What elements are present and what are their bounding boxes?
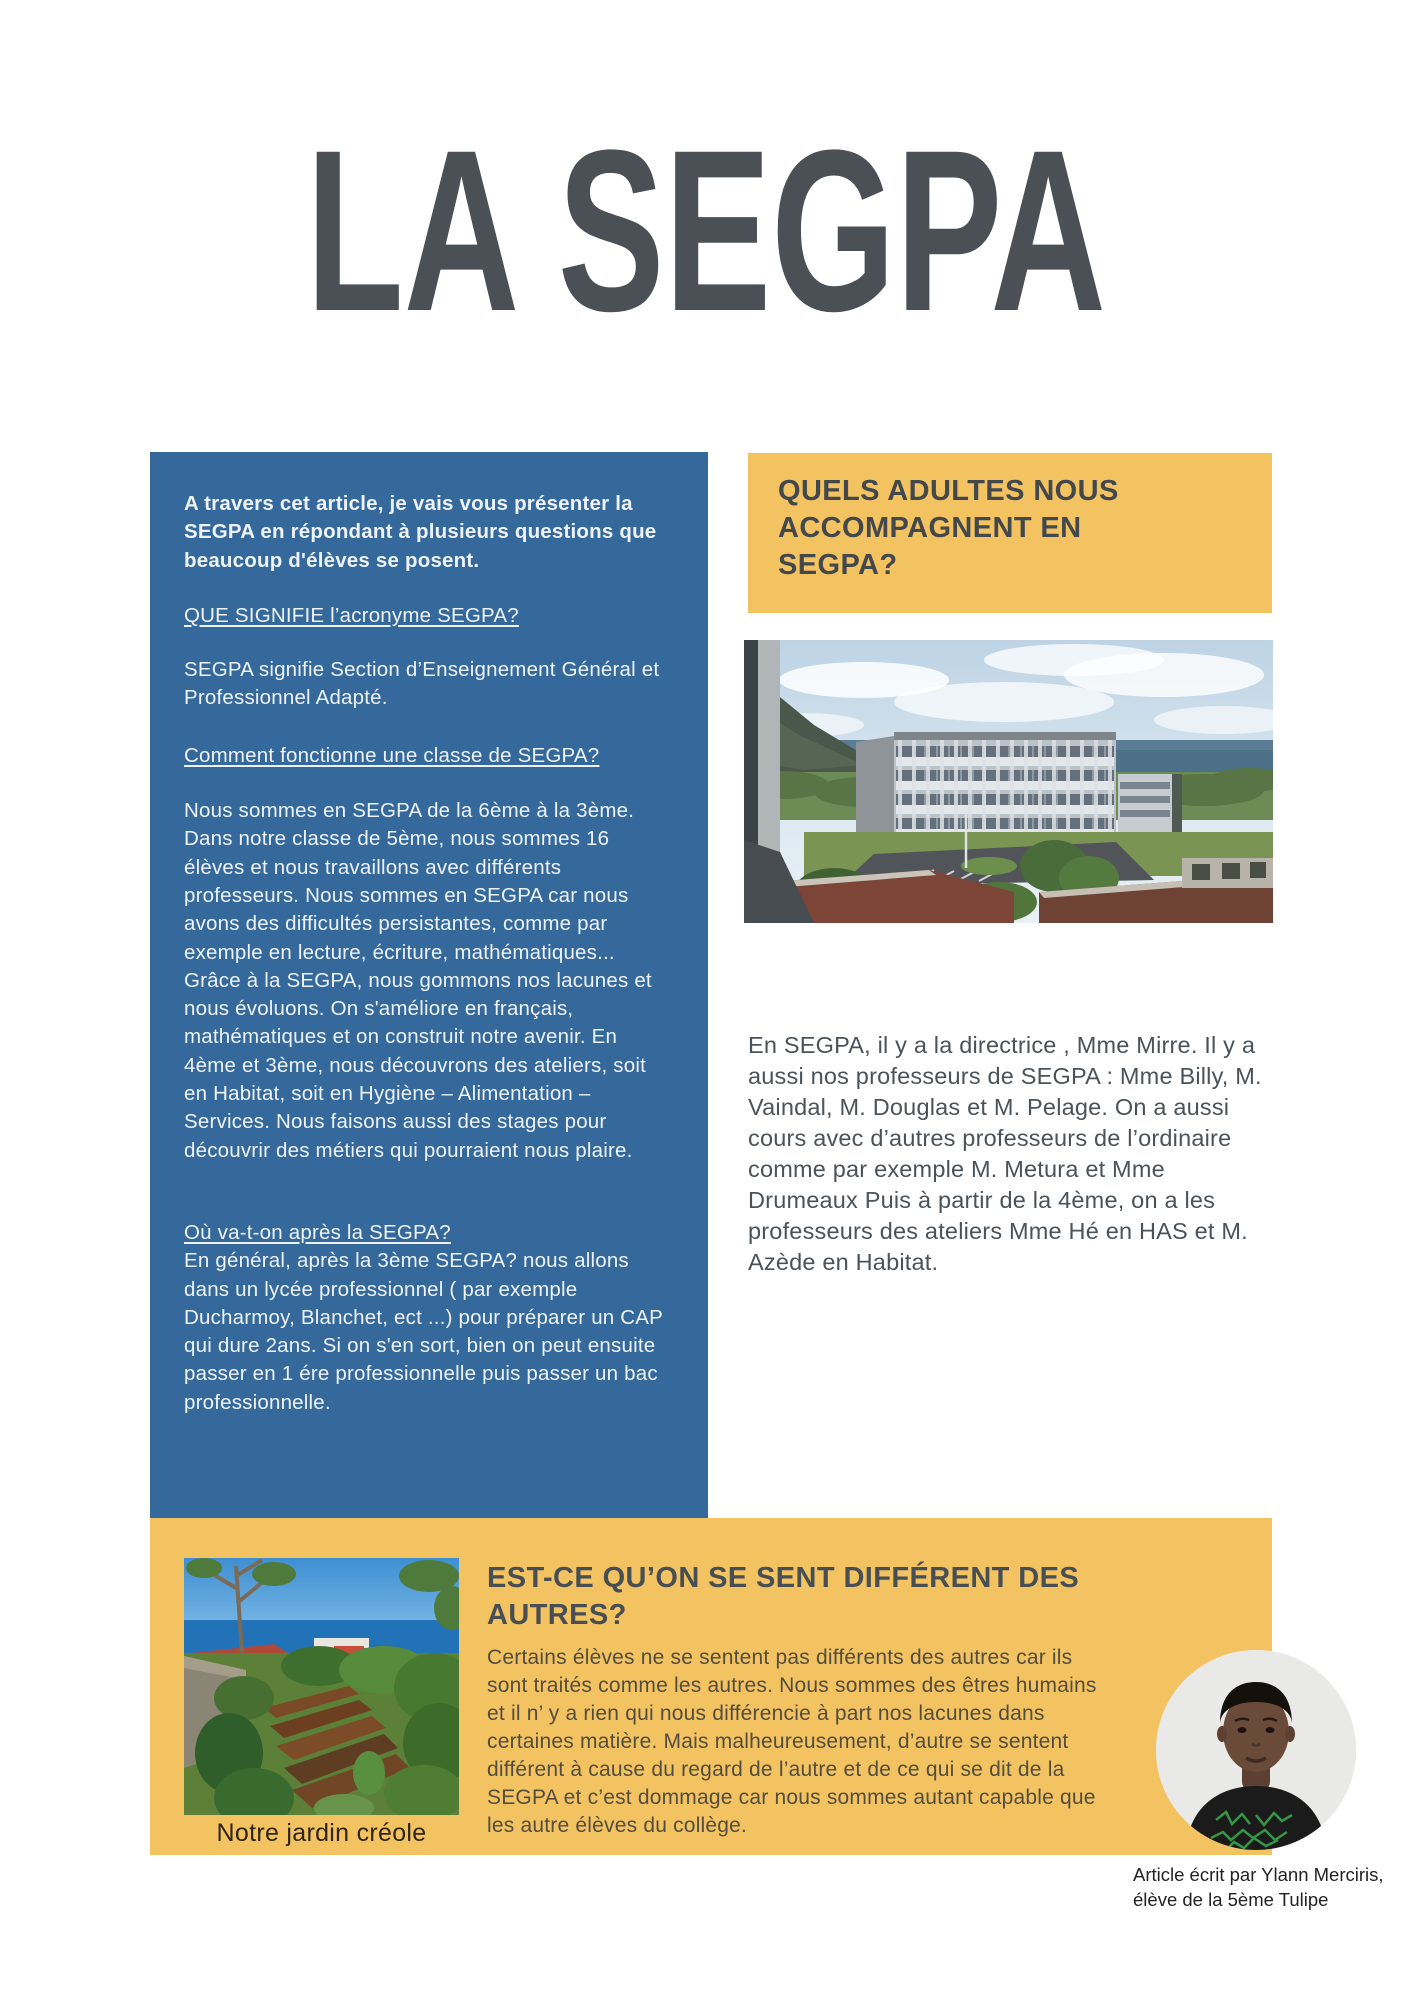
different-body: Certains élèves ne se sentent pas différents des autres car ils sont traités comme les autres. Nous sommes des êtres humains et il n’ y a rien qui nous différencie à part nos lacunes dans certaines matière. Mais malheureusement, d’autre se sentent différent à cause du regard de l’autre et de ce qui se dit de la SEGPA et c’est dommage car nous sommes autant capable que les autre élèves du collège.: [487, 1646, 1097, 1837]
author-credit-line1: Article écrit par Ylann Merciris,: [1133, 1864, 1384, 1885]
bottom-panel: [150, 1518, 1272, 1855]
intro-text: A travers cet article, je vais vous présenter la SEGPA en répondant à plusieurs questions que beaucoup d'élèves se posent.: [184, 492, 657, 572]
author-portrait: [1156, 1650, 1356, 1850]
page-title-graphic: [0, 0, 1414, 340]
adults-heading-panel: [748, 453, 1272, 613]
courtyard-lawn: [961, 857, 1017, 875]
different-heading: EST-CE QU’ON SE SENT DIFFÉRENT DES AUTRES?: [487, 1562, 1080, 1631]
answer-fonctionnement: Nous sommes en SEGPA de la 6ème à la 3ème. Dans notre classe de 5ème, nous sommes 16 élèves et nous travaillons avec différents professeurs. Nous sommes en SEGPA car nous avons des difficultés persistantes, comme par exemple en lecture, écriture, mathématiques... Grâce à la SEGPA, nous gommons nos lacunes et nous évoluons. On s'améliore en français, mathématiques et on construit notre avenir. En 4ème et 3ème, nous découvrons des ateliers, soit en Habitat, soit en Hygiène – Alimentation – Services. Nous faisons aussi des stages pour découvrir des métiers qui pourraient nous plaire.: [184, 799, 652, 1162]
garden-photo: [184, 1558, 459, 1815]
author-credit-line2: élève de la 5ème Tulipe: [1133, 1889, 1329, 1910]
author-credit: [1133, 1862, 1413, 1912]
annex-building: [1118, 774, 1182, 832]
page-header: [0, 0, 1414, 340]
page-title: LA SEGPA: [306, 102, 1106, 340]
author-portrait-illustration: [1156, 1650, 1356, 1850]
adults-body: En SEGPA, il y a la directrice , Mme Mirre. Il y a aussi nos professeurs de SEGPA : Mme Billy, M. Vaindal, M. Douglas et M. Pelage. On a aussi cours avec d’autres professeurs de l’ordinaire comme par exemple M. Metura et Mme Drumeaux Puis à partir de la 4ème, on a les professeurs des ateliers Mme Hé en HAS et M. Azède en Habitat.: [748, 1031, 1262, 1275]
question-apres-segpa: Où va-t-on après la SEGPA?: [184, 1220, 451, 1244]
answer-apres-segpa: En général, après la 3ème SEGPA? nous allons dans un lycée professionnel ( par exemple Ducharmoy, Blanchet, ect ...) pour préparer un CAP qui dure 2ans. Si on s'en sort, bien on peut ensuite passer en 1 ére professionnelle puis passer un bac professionnelle.: [184, 1249, 663, 1414]
school-campus-illustration: [744, 640, 1273, 923]
school-campus-photo: [744, 640, 1273, 923]
garden-illustration: [184, 1558, 459, 1815]
garden-caption: Notre jardin créole: [216, 1819, 427, 1847]
answer-acronym: SEGPA signifie Section d’Enseignement Général et Professionnel Adapté.: [184, 658, 660, 710]
intro-panel: [150, 452, 708, 1518]
question-acronym: QUE SIGNIFIE l’acronyme SEGPA?: [184, 603, 519, 627]
question-fonctionnement: Comment fonctionne une classe de SEGPA?: [184, 743, 600, 767]
adults-heading: QUELS ADULTES NOUS ACCOMPAGNENT EN SEGPA?: [778, 475, 1119, 581]
